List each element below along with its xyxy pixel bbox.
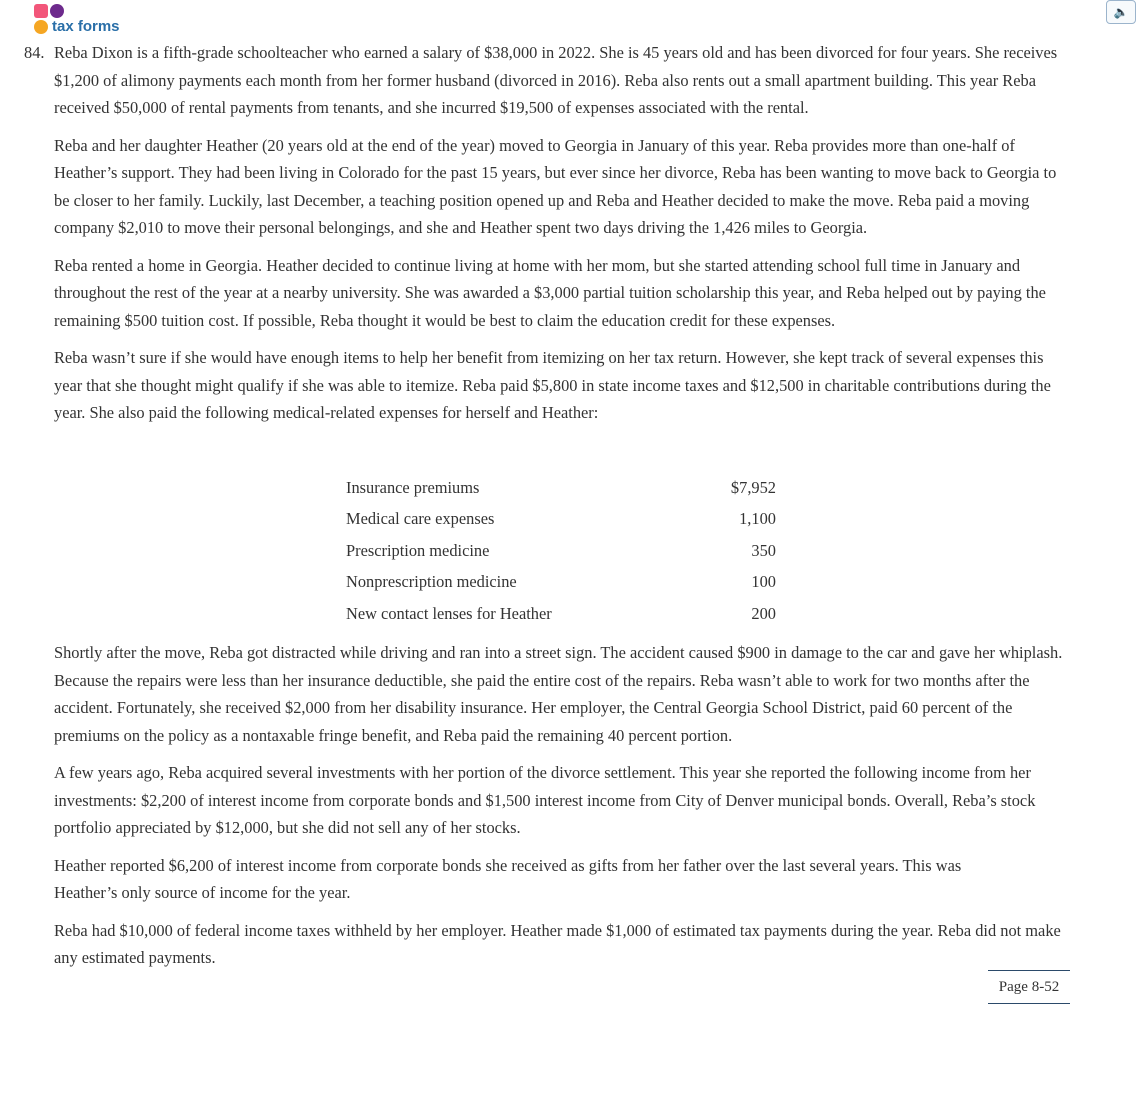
table-row [346,503,776,535]
problem-paragraph-4: Reba wasn’t sure if she would have enough items to help her benefit from itemizing on her tax return. However, she kept track of several expenses this year that she thought might qualify if she was able to itemize. Reba paid $5,800 in state income taxes and $12,500 in charitable contributions during the year. She also paid the following medical-related expenses for herself and Heather: [54,348,1051,422]
expense-value: 100 [751,572,776,591]
expense-value: $7,952 [730,477,776,497]
problem-paragraph-5: Shortly after the move, Reba got distracted while driving and ran into a street sign. The accident caused $900 in damage to the car and gave her whiplash. Because the repairs were less than her insurance deductible, she paid the entire cost of the repairs. Reba wasn’t able to work for two months after the accident. Fortunately, she received $2,000 from her disability insurance. Her employer, the Central Georgia School District, paid 60 percent of the premiums on the policy as a nontaxable fringe benefit, and Reba paid the remaining 40 percent portion. [54,643,1063,745]
tax-forms-tag [34,4,120,38]
table-row [346,598,776,630]
problem-paragraph-2: Reba and her daughter Heather (20 years old at the end of the year) moved to Georgia in January of this year. Reba provides more than one-half of Heather’s support. They had been living in Colorado for the past 15 years, but ever since her divorce, Reba has been wanting to move back to Georgia to be closer to her family. Luckily, last December, a teaching position opened up and Reba and Heather decided to make the move. Reba paid a moving company $2,010 to move their personal belongings, and she and Heather spent two days driving the 1,426 miles to Georgia. [54,135,1057,237]
problem-paragraph-6: A few years ago, Reba acquired several investments with her portion of the divorce settlement. This year she reported the following income from her investments: $2,200 of interest income from corporate bonds and $1,500 interest income from City of Denver municipal bonds. Overall, Reba’s stock portfolio appreciated by $12,000, but she did not sell any of her stocks. [54,763,1036,837]
speaker-icon[interactable]: 🔈 [1106,0,1136,24]
table-row [346,472,776,504]
expense-label: Prescription medicine [346,540,490,560]
table-row [346,535,776,567]
problem-paragraph-8: Reba had $10,000 of federal income taxes withheld by her employer. Heather made $1,000 of estimated tax payments during the year. Reba did not make any estimated payments. [54,920,1061,967]
problem-content [24,39,1074,982]
expense-value: 200 [751,603,776,623]
medical-expenses-table [346,472,776,630]
expense-value: 1,100 [739,509,776,528]
problem-paragraph-1: 84. Reba Dixon is a fifth-grade schoolteacher who earned a salary of $38,000 in 2022. She is 45 years old and has been divorced for four years. She receives $1,200 of alimony payments each month from her former husband (divorced in 2016). Reba also rents out a small apartment building. This year Reba received $50,000 of rental payments from tenants, and she incurred $19,500 of expenses associated with the rental. [54,39,1074,122]
tax-forms-label: tax forms [52,18,120,35]
problem-number: 84. [24,43,45,62]
page-marker: Page 8-52 [988,970,1070,1004]
problem-paragraph-3: Reba rented a home in Georgia. Heather decided to continue living at home with her mom, but she started attending school full time in January and throughout the rest of the year at a nearby university. She was awarded a $3,000 partial tuition scholarship this year, and Reba helped out by paying the remaining $500 tuition cost. If possible, Reba thought it would be best to claim the education credit for these expenses. [54,255,1046,330]
table-row [346,566,776,598]
expense-value: 350 [751,540,776,560]
expense-label: Nonprescription medicine [346,572,517,591]
expense-label: New contact lenses for Heather [346,603,552,623]
problem-paragraph-7: Heather reported $6,200 of interest income from corporate bonds she received as gifts from her father over the last several years. This was Heather’s only source of income for the year. [54,855,962,902]
expense-label: Insurance premiums [346,477,480,497]
tax-forms-logo-icon [34,4,68,38]
expense-label: Medical care expenses [346,509,495,528]
